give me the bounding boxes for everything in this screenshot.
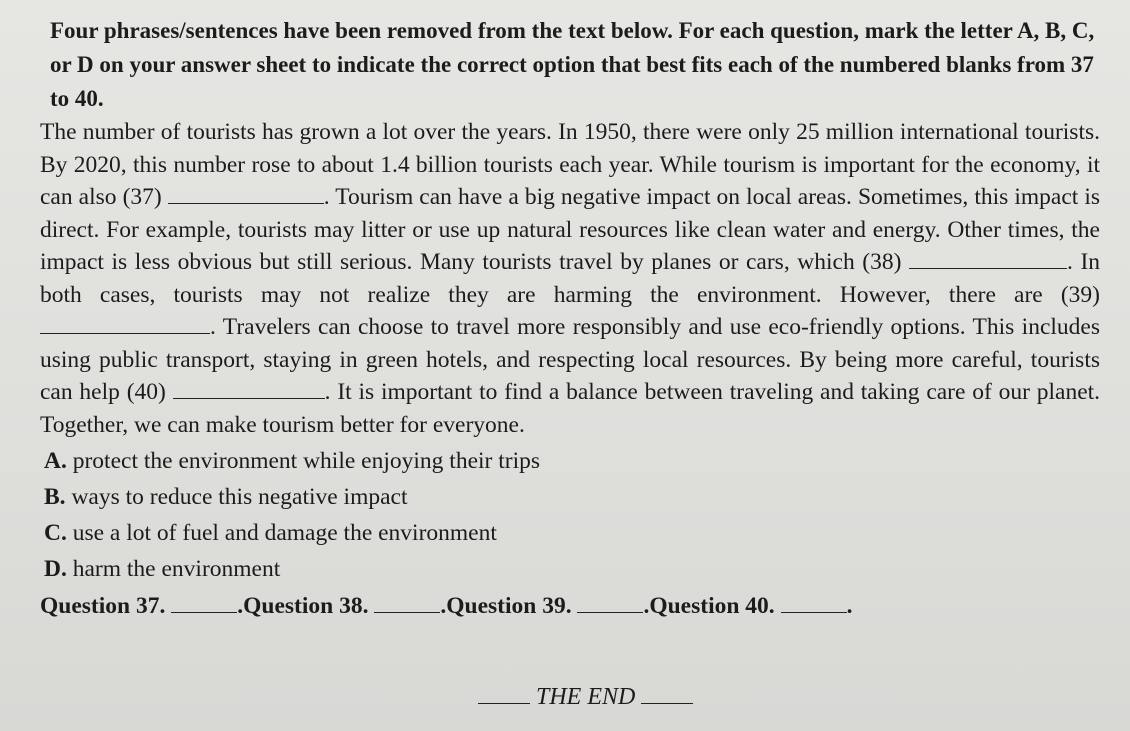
option-a[interactable] bbox=[44, 443, 1100, 479]
option-letter: D. bbox=[44, 556, 67, 582]
question-39-label: .Question 39. bbox=[440, 593, 572, 619]
footer-rule-left bbox=[478, 689, 530, 704]
passage-segment: . It is important to find a balance between traveling and taking care of our planet. Together, we can make tourism better for everyone. bbox=[40, 379, 1101, 438]
blank-40[interactable] bbox=[173, 380, 325, 399]
option-c[interactable] bbox=[44, 515, 1100, 551]
blank-38[interactable] bbox=[909, 250, 1067, 269]
reading-passage bbox=[40, 116, 1100, 441]
blank-number-37: (37) bbox=[122, 184, 162, 210]
answer-blank-38[interactable] bbox=[374, 594, 440, 613]
end-punctuation: . bbox=[846, 593, 853, 619]
exercise-content bbox=[40, 14, 1100, 620]
answer-blank-37[interactable] bbox=[171, 594, 237, 613]
blank-37[interactable] bbox=[168, 185, 324, 204]
passage-segment: . In both cases, tourists may not realize they are harming the environment. However, there are bbox=[40, 249, 1101, 308]
answer-blank-39[interactable] bbox=[577, 594, 643, 613]
the-end-label: THE END bbox=[536, 684, 636, 710]
passage-segment: . Tourism can have a big negative impact on local areas. Sometimes, this impact is direct. For example, tourists may litter or use up natural resources like clean water and energy. Other times, the impact is less obvious but still serious. Many tourists travel by planes or cars, which bbox=[40, 184, 1101, 275]
blank-39[interactable] bbox=[40, 315, 210, 334]
passage-segment: . Travelers can choose to travel more responsibly and use eco-friendly options. This includes using public transport, staying in green hotels, and respecting local resources. By being more careful, tourists can help bbox=[40, 314, 1100, 405]
answer-blank-40[interactable] bbox=[781, 594, 847, 613]
question-37-label: Question 37. bbox=[40, 593, 166, 619]
the-end-footer bbox=[478, 684, 693, 711]
blank-number-40: (40) bbox=[126, 379, 166, 405]
option-text: use a lot of fuel and damage the environment bbox=[72, 520, 497, 546]
option-text: protect the environment while enjoying their trips bbox=[72, 448, 541, 474]
option-letter: A. bbox=[44, 448, 67, 474]
instruction-text: Four phrases/sentences have been removed from the text below. For each question, mark the letter A, B, C, or D on your answer sheet to indicate the correct option that best fits each of the numbered blanks from 37 to 40. bbox=[50, 18, 1095, 111]
option-letter: B. bbox=[44, 484, 66, 510]
answer-line bbox=[40, 593, 1100, 620]
option-text: ways to reduce this negative impact bbox=[71, 484, 408, 510]
blank-number-39: (39) bbox=[1060, 281, 1101, 308]
option-b[interactable] bbox=[44, 479, 1100, 515]
passage-segment: The number of tourists has grown a lot over the years. In 1950, there were only 25 million international tourists. By 2020, this number rose to about 1.4 billion tourists each year. While tourism is important for the economy, it can also bbox=[40, 119, 1100, 210]
option-text: harm the environment bbox=[72, 556, 281, 582]
option-letter: C. bbox=[44, 520, 67, 546]
option-d[interactable] bbox=[44, 551, 1100, 587]
footer-rule-right bbox=[641, 689, 693, 704]
answer-options bbox=[44, 443, 1100, 587]
blank-number-38: (38) bbox=[862, 249, 902, 275]
question-38-label: .Question 38. bbox=[237, 593, 369, 619]
question-40-label: .Question 40. bbox=[643, 593, 775, 619]
